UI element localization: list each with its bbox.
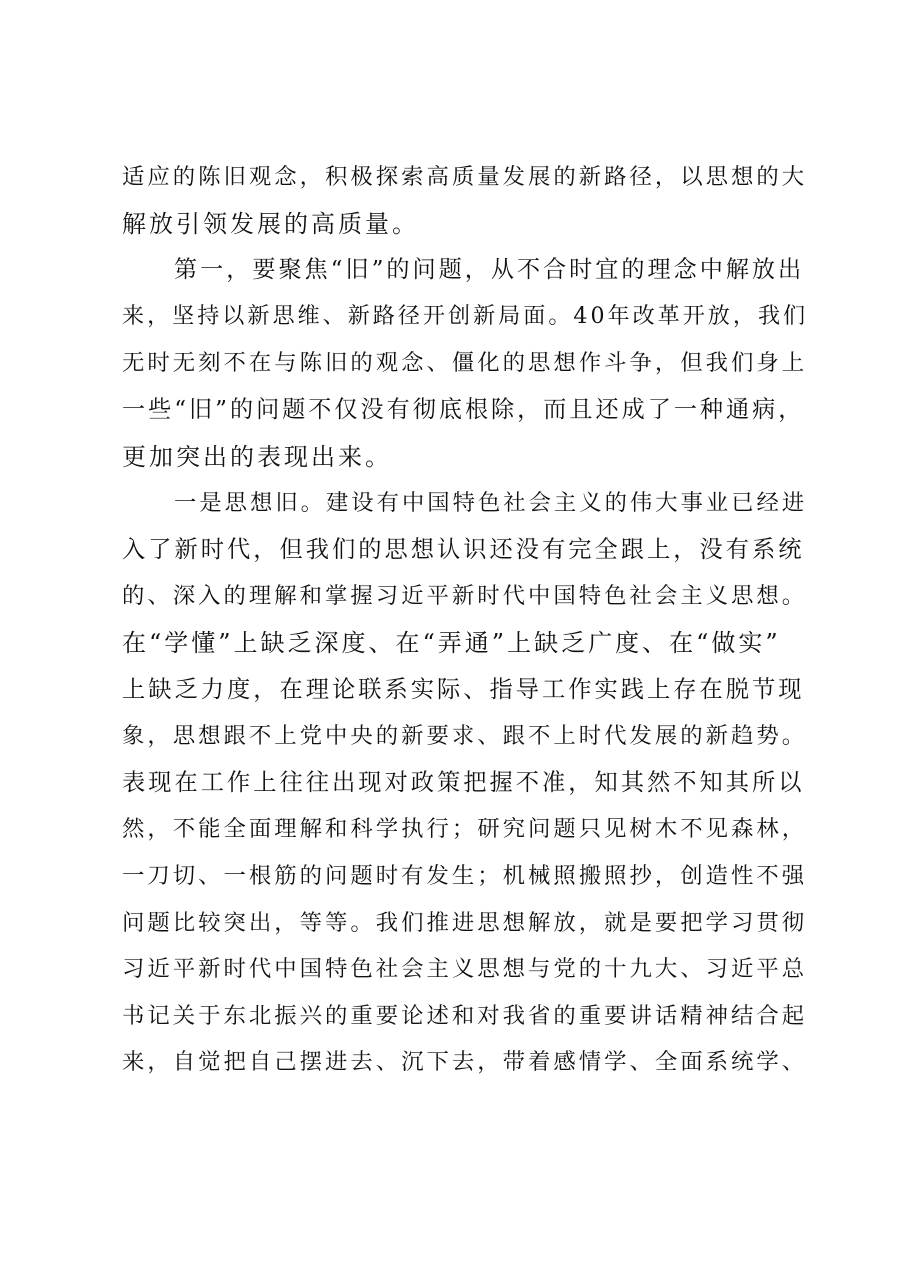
- text-line: 入了新时代，但我们的思想认识还没有完全跟上，没有系统: [122, 535, 805, 563]
- text-line: 表现在工作上往往出现对政策把握不准，知其然不知其所以: [122, 768, 805, 796]
- text-line: 无时无刻不在与陈旧的观念、僵化的思想作斗争，但我们身上: [122, 350, 808, 377]
- text-line: 来，自觉把自己摆进去、沉下去，带着感情学、全面系统学、: [122, 1049, 808, 1076]
- text-line: 一些“旧”的问题不仅没有彻底根除，而且还成了一种通病，: [122, 396, 805, 423]
- text-line: 更加突出的表现出来。: [122, 442, 392, 471]
- text-line: 的、深入的理解和掌握习近平新时代中国特色社会主义思想。: [122, 583, 808, 610]
- document-body: [122, 154, 809, 1086]
- text-line: 象，思想跟不上党中央的新要求、跟不上时代发展的新趋势。: [122, 723, 808, 750]
- text-line: 然，不能全面理解和科学执行；研究问题只见树木不见森林，: [122, 816, 808, 843]
- text-line: 来，坚持以新思维、新路径开创新局面。40年改革开放，我们: [122, 303, 809, 329]
- text-line: 解放引领发展的高质量。: [122, 209, 419, 238]
- text-line: 习近平新时代中国特色社会主义思想与党的十九大、习近平总: [122, 956, 808, 983]
- text-line: 问题比较突出，等等。我们推进思想解放，就是要把学习贯彻: [122, 909, 808, 936]
- paragraph-first-line: 第一，要聚焦“旧”的问题，从不合时宜的理念中解放出: [174, 257, 805, 284]
- text-line: 书记关于东北振兴的重要论述和对我省的重要讲话精神结合起: [122, 1002, 808, 1029]
- paragraph-first-line: 一是思想旧。建设有中国特色社会主义的伟大事业已经进: [174, 490, 808, 517]
- text-line: 在“学懂”上缺乏深度、在“弄通”上缺乏广度、在“做实”: [122, 628, 781, 657]
- text-line: 一刀切、一根筋的问题时有发生；机械照搬照抄，创造性不强: [122, 862, 808, 889]
- text-line: 上缺乏力度，在理论联系实际、指导工作实践上存在脱节现: [122, 675, 805, 703]
- text-line: 适应的陈旧观念，积极探索高质量发展的新路径，以思想的大: [122, 164, 808, 190]
